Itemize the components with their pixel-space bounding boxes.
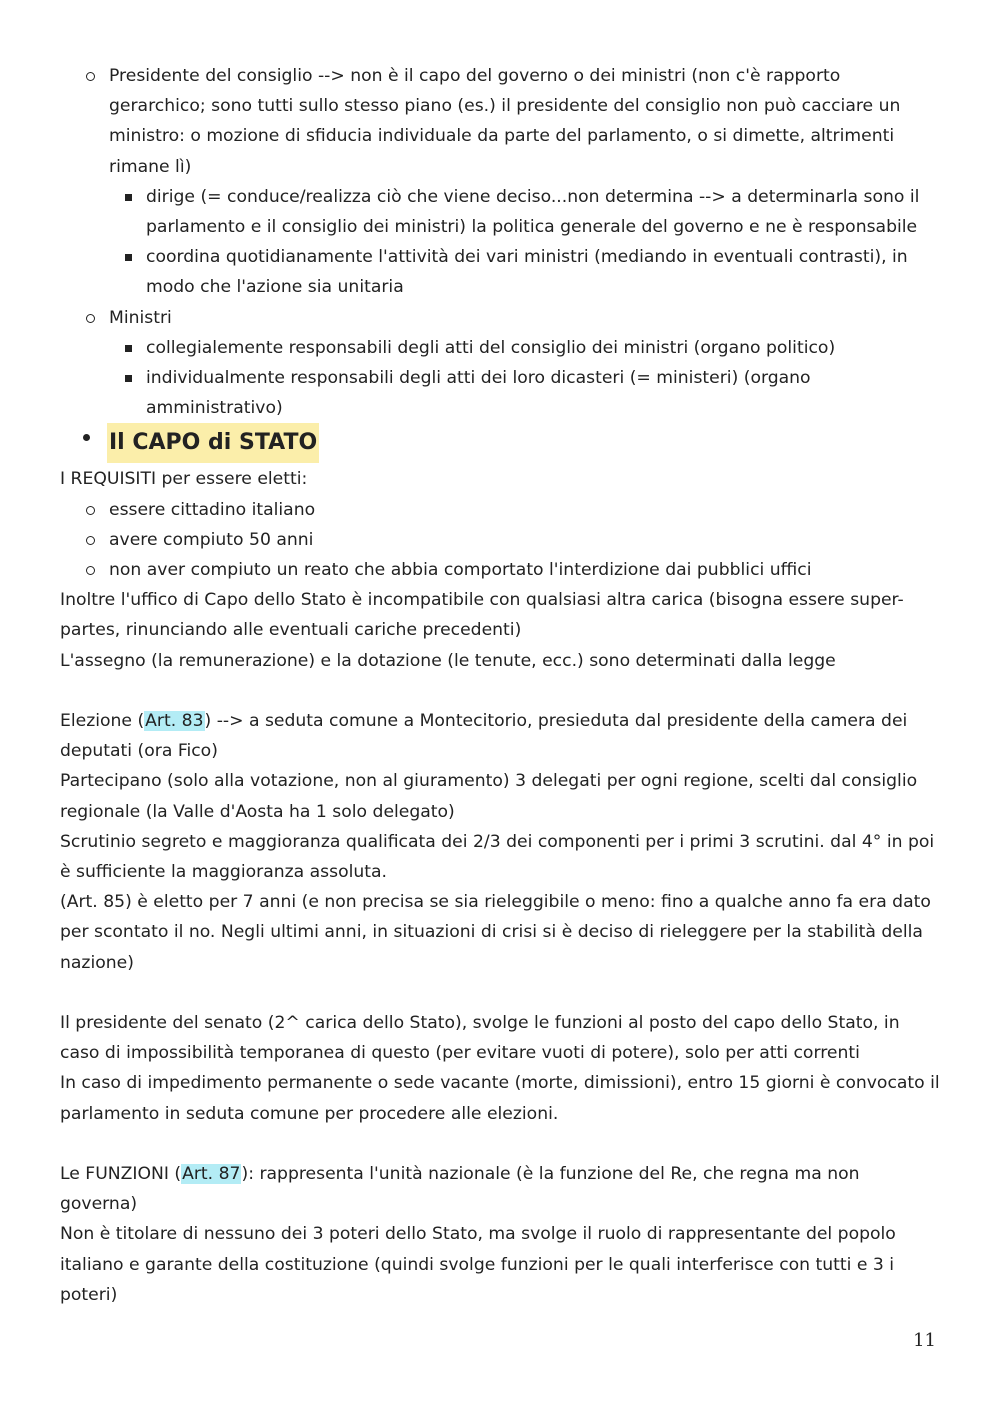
sub-list bbox=[109, 182, 940, 303]
section-heading-list bbox=[60, 423, 940, 464]
paragraph: Il presidente del senato (2^ carica dello Stato), svolge le funzioni al posto del capo dello Stato, in caso di impossibilità temporanea di questo (per evitare vuoti di potere), solo per atti correnti bbox=[60, 1013, 900, 1064]
section-heading: Il CAPO di STATO bbox=[107, 423, 319, 463]
list-item: dirige (= conduce/realizza ciò che viene deciso...non determina --> a determinarla sono il parlamento e il consiglio dei ministri) la politica generale del governo e ne è responsabile bbox=[146, 182, 940, 242]
paragraph: In caso di impedimento permanente o sede vacante (morte, dimissioni), entro 15 giorni è convocato il parlamento in seduta comune per procedere alle elezioni. bbox=[60, 1073, 940, 1124]
page-content bbox=[60, 61, 940, 1310]
spacer bbox=[60, 676, 940, 706]
list-item: non aver compiuto un reato che abbia comportato l'interdizione dai pubblici uffici bbox=[109, 555, 940, 585]
funzioni-after: ): rappresenta l'unità nazionale (è la funzione del Re, che regna ma non governa) bbox=[60, 1164, 860, 1215]
list-item: individualmente responsabili degli atti dei loro dicasteri (= ministeri) (organo amministrativo) bbox=[146, 363, 940, 423]
paragraph: L'assegno (la remunerazione) e la dotazione (le tenute, ecc.) sono determinati dalla legge bbox=[60, 650, 836, 671]
article-highlight: Art. 83 bbox=[145, 711, 204, 732]
paragraph: Non è titolare di nessuno dei 3 poteri dello Stato, ma svolge il ruolo di rappresentante del popolo italiano e garante della costituzione (quindi svolge funzioni per le quali interferisce con tutti e 3 i poteri) bbox=[60, 1224, 896, 1305]
section-heading-item bbox=[107, 423, 940, 464]
list-item bbox=[109, 61, 940, 303]
top-list bbox=[60, 61, 940, 423]
paragraph: Scrutinio segreto e maggioranza qualificata dei 2/3 dei componenti per i primi 3 scrutini. dal 4° in poi è sufficiente la maggioranza assoluta. bbox=[60, 831, 935, 883]
funzioni-paragraph bbox=[60, 1159, 940, 1219]
list-item: collegialemente responsabili degli atti del consiglio dei ministri (organo politico) bbox=[146, 333, 940, 363]
article-highlight: Art. 87 bbox=[182, 1164, 241, 1185]
spacer bbox=[60, 1129, 940, 1159]
requisiti-intro: I REQUISITI per essere eletti: bbox=[60, 469, 308, 490]
paragraph: (Art. 85) è eletto per 7 anni (e non precisa se sia rieleggibile o meno: fino a qualche anno fa era dato per scontato il no. Negli ultimi anni, in situazioni di crisi si è deciso di rieleggere per la stabilità della nazione) bbox=[60, 892, 931, 973]
list-item: avere compiuto 50 anni bbox=[109, 525, 940, 555]
elezione-paragraph bbox=[60, 706, 940, 766]
list-item-text: Ministri bbox=[109, 307, 172, 328]
list-item-text: Presidente del consiglio --> non è il capo del governo o dei ministri (non c'è rapporto gerarchico; sono tutti sullo stesso piano (es.) il presidente del consiglio non può cacciare un ministro: o mozione di sfiducia individuale da parte del parlamento, o si dimette, altrimenti rimane lì) bbox=[109, 66, 901, 177]
elezione-after: ) --> a seduta comune a Montecitorio, presieduta dal presidente della camera dei deputati (ora Fico) bbox=[60, 711, 908, 762]
list-item: coordina quotidianamente l'attività dei vari ministri (mediando in eventuali contrasti), in modo che l'azione sia unitaria bbox=[146, 242, 940, 302]
elezione-before: Elezione ( bbox=[60, 711, 145, 732]
sub-list bbox=[109, 333, 940, 424]
paragraph: Partecipano (solo alla votazione, non al giuramento) 3 delegati per ogni regione, scelti dal consiglio regionale (la Valle d'Aosta ha 1 solo delegato) bbox=[60, 771, 918, 822]
funzioni-before: Le FUNZIONI ( bbox=[60, 1164, 182, 1185]
list-item bbox=[109, 303, 940, 424]
requisiti-list bbox=[60, 495, 940, 586]
page-number: 11 bbox=[913, 1330, 936, 1351]
paragraph: Inoltre l'uffico di Capo dello Stato è incompatibile con qualsiasi altra carica (bisogna essere super-partes, rinunciando alle eventuali cariche precedenti) bbox=[60, 590, 904, 641]
list-item: essere cittadino italiano bbox=[109, 495, 940, 525]
spacer bbox=[60, 978, 940, 1008]
